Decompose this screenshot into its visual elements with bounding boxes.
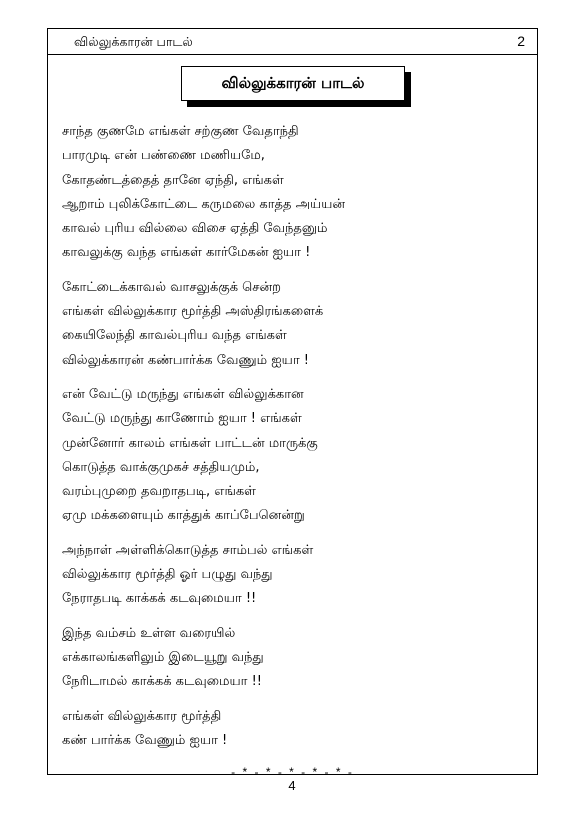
poem-line: ஆறாம் புலிக்கோட்டை கருமலை காத்த அய்யன் [62,196,345,212]
stanza [62,120,532,266]
poem-line: சாந்த குணமே எங்கள் சற்குண வேதாந்தி [62,124,299,139]
poem-line: என் வேட்டு மருந்து எங்கள் வில்லுக்கான [62,386,304,402]
stanza [62,276,532,373]
poem-line: நேராதபடி காக்கக் கடவுமையா !! [62,591,257,607]
poem-line: எங்கள் வில்லுக்கார மூர்த்தி [62,708,222,724]
poem-line: வில்லுக்கார மூர்த்தி ஓர் பழுது வந்து [62,567,273,583]
footer-page-number: 4 [288,778,296,793]
poem-line: கண் பார்க்க வேணும் ஐயா ! [62,732,228,748]
poem-line: நேரிடாமல் காக்கக் கடவுமையா !! [62,674,262,690]
poem-line: கொடுத்த வாக்குமுகச் சத்தியமும், [62,459,260,475]
poem-line: வரம்புமுறை தவறாதபடி, எங்கள் [62,484,256,500]
poem-line: ஏமு மக்களையும் காத்துக் காப்பேனென்று [62,508,305,524]
poem-line: வேட்டு மருந்து காணோம் ஐயா ! எங்கள் [62,411,302,427]
poem-line: முன்னோர் காலம் எங்கள் பாட்டன் மாருக்கு [62,435,318,451]
poem-line: காவல் புரிய வில்லை விசை ஏத்தி வேந்தனும் [62,221,328,237]
poem-line: அந்நாள் அள்ளிக்கொடுத்த சாம்பல் எங்கள் [62,542,314,558]
poem-body [62,120,532,763]
poem-line: பாரமுடி என் பண்ணை மணியமே, [62,148,265,164]
title-box [181,66,405,101]
poem-line: எங்கள் வில்லுக்கார மூர்த்தி அஸ்திரங்களைக் [62,304,324,320]
poem-line: காவலுக்கு வந்த எங்கள் கார்மேகன் ஐயா ! [62,245,311,261]
stanza [62,705,532,754]
page-header [48,29,537,55]
stanza [62,539,532,612]
header-page-number: 2 [517,33,525,49]
poem-line: கையிலேந்தி காவல்புரிய வந்த எங்கள் [62,328,287,344]
poem-line: கோட்டைக்காவல் வாசலுக்குக் சென்ற [62,279,281,295]
main-title: வில்லுக்காரன் பாடல் [181,66,405,101]
page-frame [47,28,538,779]
poem-line: கோதண்டத்தைத் தானே ஏந்தி, எங்கள் [62,172,284,188]
poem-line: இந்த வம்சம் உள்ள வரையில் [62,625,236,641]
stanza [62,622,532,695]
stanza [62,383,532,529]
header-title: வில்லுக்காரன் பாடல் [74,34,193,49]
poem-line: வில்லுக்காரன் கண்பார்க்க வேணும் ஐயா ! [62,352,309,368]
divider-stars: - * - * - * - * - * - [231,765,354,779]
poem-line: எக்காலங்களிலும் இடையூறு வந்து [62,649,264,665]
